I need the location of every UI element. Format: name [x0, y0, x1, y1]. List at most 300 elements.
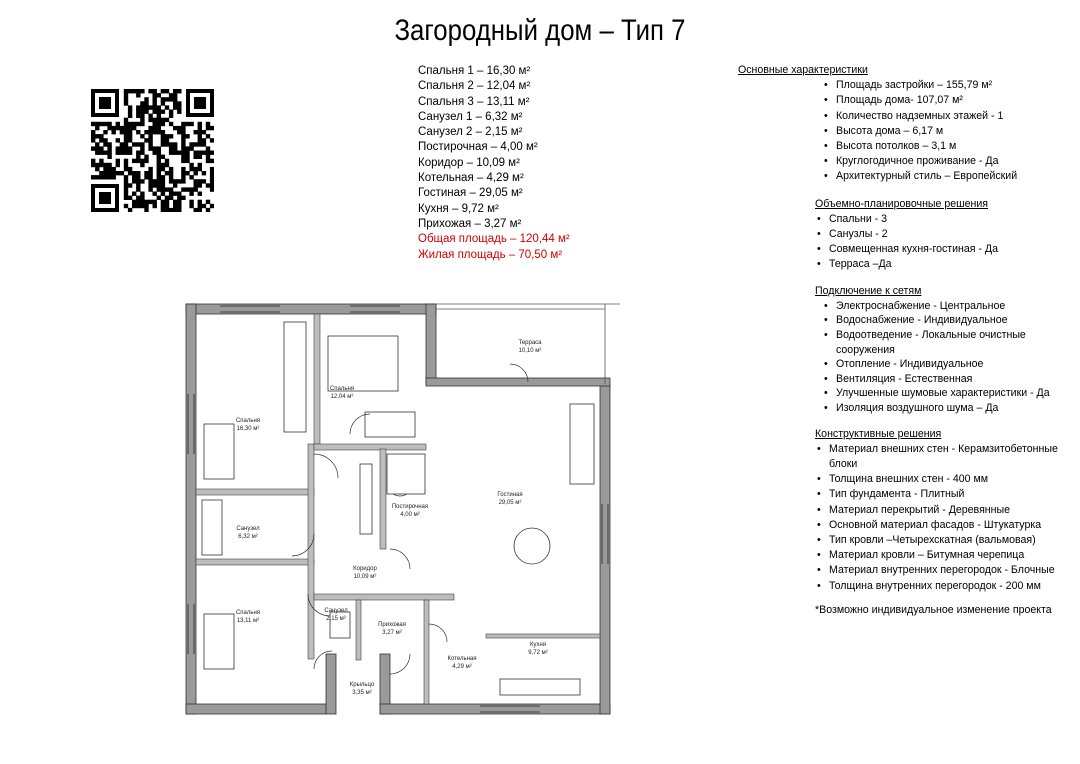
- qr-module: [153, 183, 157, 187]
- spec-item: • Количество надземных этажей - 1: [836, 109, 1073, 124]
- qr-module: [107, 175, 111, 179]
- qr-module: [103, 142, 107, 146]
- qr-module: [107, 171, 111, 175]
- qr-module: [157, 187, 161, 191]
- qr-module: [99, 146, 103, 150]
- qr-module: [153, 192, 157, 196]
- qr-module: [120, 146, 124, 150]
- qr-module: [136, 105, 140, 109]
- qr-module: [128, 114, 132, 118]
- qr-module: [169, 97, 173, 101]
- qr-module: [103, 151, 107, 155]
- qr-module: [148, 130, 152, 134]
- qr-module: [206, 134, 210, 138]
- qr-module: [161, 208, 165, 212]
- qr-module: [140, 134, 144, 138]
- spec-item: • Электроснабжение - Центральное: [836, 299, 1073, 314]
- qr-module: [136, 171, 140, 175]
- construction-section: [738, 427, 1073, 594]
- qr-module: [140, 122, 144, 126]
- qr-module: [185, 187, 189, 191]
- qr-module: [198, 138, 202, 142]
- qr-module: [103, 175, 107, 179]
- qr-module: [194, 151, 198, 155]
- qr-module: [95, 151, 99, 155]
- qr-module: [161, 130, 165, 134]
- qr-module: [181, 138, 185, 142]
- spec-item: • Высота потолков – 3,1 м: [836, 139, 1073, 154]
- qr-module: [91, 159, 95, 163]
- qr-module: [136, 179, 140, 183]
- qr-module: [165, 97, 169, 101]
- qr-module: [124, 192, 128, 196]
- qr-module: [169, 187, 173, 191]
- qr-module: [112, 171, 116, 175]
- qr-module: [136, 155, 140, 159]
- qr-module: [132, 126, 136, 130]
- qr-module: [185, 122, 189, 126]
- plan-label-corridor-area: 10,09 м²: [353, 574, 377, 580]
- qr-module: [132, 204, 136, 208]
- qr-module: [165, 134, 169, 138]
- qr-module: [148, 179, 152, 183]
- qr-module: [157, 110, 161, 114]
- qr-module: [169, 142, 173, 146]
- qr-module: [169, 151, 173, 155]
- qr-module: [136, 89, 140, 93]
- spec-item: • Высота дома – 6,17 м: [836, 124, 1073, 139]
- room-item: Постирочная – 4,00 м²: [418, 141, 538, 154]
- qr-module: [161, 155, 165, 159]
- qr-module: [99, 134, 103, 138]
- qr-module: [99, 151, 103, 155]
- qr-module: [116, 146, 120, 150]
- plan-label-bath2-area: 2,15 м²: [326, 616, 346, 622]
- qr-module: [128, 134, 132, 138]
- qr-module: [198, 134, 202, 138]
- qr-module: [148, 146, 152, 150]
- qr-module: [198, 167, 202, 171]
- qr-module: [177, 204, 181, 208]
- qr-module: [157, 105, 161, 109]
- qr-module: [144, 204, 148, 208]
- qr-module: [206, 200, 210, 204]
- qr-module: [181, 167, 185, 171]
- qr-module: [144, 138, 148, 142]
- total-area: Общая площадь – 120,44 м²: [418, 233, 570, 246]
- qr-module: [116, 163, 120, 167]
- spec-item: • Материал внешних стен - Керамзитобетонные блоки: [829, 442, 1073, 472]
- qr-module: [99, 122, 103, 126]
- spec-item: • Терраса –Да: [829, 257, 1073, 272]
- qr-module: [148, 183, 152, 187]
- qr-module: [161, 200, 165, 204]
- plan-label-porch-area: 3,35 м²: [352, 690, 372, 696]
- qr-module: [148, 89, 152, 93]
- qr-module: [202, 130, 206, 134]
- qr-module: [210, 204, 214, 208]
- qr-module: [181, 196, 185, 200]
- qr-module: [165, 118, 169, 122]
- qr-module: [157, 167, 161, 171]
- qr-module: [169, 110, 173, 114]
- qr-module: [157, 171, 161, 175]
- qr-module: [128, 146, 132, 150]
- qr-module: [210, 167, 214, 171]
- qr-module: [153, 105, 157, 109]
- qr-module: [124, 138, 128, 142]
- qr-module: [144, 208, 148, 212]
- qr-module: [181, 179, 185, 183]
- qr-module: [173, 146, 177, 150]
- qr-code[interactable]: [91, 89, 214, 212]
- living-area: Жилая площадь – 70,50 м²: [418, 248, 563, 261]
- qr-module: [185, 155, 189, 159]
- qr-module: [194, 208, 198, 212]
- spec-item: • Изоляция воздушного шума – Да: [836, 401, 1073, 416]
- qr-module: [169, 134, 173, 138]
- qr-module: [120, 142, 124, 146]
- qr-module: [132, 122, 136, 126]
- spec-item: • Тип кровли –Четырехскатная (вальмовая): [829, 533, 1073, 548]
- qr-module: [189, 175, 193, 179]
- qr-module: [124, 93, 128, 97]
- qr-module: [189, 142, 193, 146]
- qr-module: [173, 204, 177, 208]
- qr-module: [136, 200, 140, 204]
- qr-module: [95, 122, 99, 126]
- qr-module: [107, 142, 111, 146]
- floor-plan: [180, 294, 625, 720]
- qr-module: [206, 183, 210, 187]
- qr-module: [189, 167, 193, 171]
- qr-module: [148, 187, 152, 191]
- qr-module: [99, 138, 103, 142]
- utilities-section: [738, 284, 1073, 416]
- qr-module: [124, 130, 128, 134]
- qr-module: [144, 105, 148, 109]
- spec-item: • Водоснабжение - Индивидуальное: [836, 313, 1073, 328]
- qr-module: [210, 126, 214, 130]
- qr-module: [99, 171, 103, 175]
- spec-item: • Совмещенная кухня-гостиная - Да: [829, 242, 1073, 257]
- qr-module: [107, 167, 111, 171]
- qr-module: [157, 146, 161, 150]
- qr-module: [206, 208, 210, 212]
- qr-module: [173, 97, 177, 101]
- qr-module: [157, 159, 161, 163]
- qr-module: [173, 126, 177, 130]
- qr-module: [177, 208, 181, 212]
- qr-module: [210, 175, 214, 179]
- qr-module: [165, 196, 169, 200]
- qr-module: [95, 126, 99, 130]
- qr-module: [173, 142, 177, 146]
- qr-module: [128, 126, 132, 130]
- qr-module: [202, 142, 206, 146]
- qr-module: [157, 179, 161, 183]
- qr-module: [161, 175, 165, 179]
- qr-module: [116, 138, 120, 142]
- qr-module: [169, 192, 173, 196]
- spec-item: • Материал внутренних перегородок - Блочные: [829, 563, 1073, 578]
- qr-module: [198, 204, 202, 208]
- qr-module: [157, 114, 161, 118]
- qr-module: [169, 171, 173, 175]
- qr-module: [132, 89, 136, 93]
- qr-module: [165, 163, 169, 167]
- qr-module: [198, 179, 202, 183]
- qr-module: [165, 138, 169, 142]
- qr-module: [99, 163, 103, 167]
- room-item: Прихожая – 3,27 м²: [418, 217, 522, 230]
- qr-module: [140, 159, 144, 163]
- qr-module: [153, 118, 157, 122]
- qr-module: [157, 118, 161, 122]
- qr-module: [169, 167, 173, 171]
- qr-module: [140, 204, 144, 208]
- qr-module: [144, 171, 148, 175]
- qr-module: [132, 179, 136, 183]
- qr-module: [95, 175, 99, 179]
- qr-module: [161, 89, 165, 93]
- qr-module: [95, 142, 99, 146]
- qr-module: [124, 118, 128, 122]
- qr-module: [124, 126, 128, 130]
- qr-module: [148, 175, 152, 179]
- qr-module: [173, 89, 177, 93]
- qr-module: [189, 192, 193, 196]
- qr-module: [140, 179, 144, 183]
- qr-module: [181, 159, 185, 163]
- qr-module: [161, 138, 165, 142]
- qr-module: [153, 146, 157, 150]
- spec-item: • Круглогодичное проживание - Да: [836, 154, 1073, 169]
- qr-module: [153, 101, 157, 105]
- qr-module: [99, 159, 103, 163]
- qr-module: [140, 114, 144, 118]
- qr-module: [136, 159, 140, 163]
- spec-item: • Вентиляция - Естественная: [836, 372, 1073, 387]
- qr-module: [124, 183, 128, 187]
- qr-module: [206, 146, 210, 150]
- spec-item: • Спальни - 3: [829, 212, 1073, 227]
- qr-module: [144, 175, 148, 179]
- qr-module: [132, 175, 136, 179]
- qr-module: [124, 142, 128, 146]
- qr-module: [153, 89, 157, 93]
- qr-module: [144, 200, 148, 204]
- qr-module: [124, 187, 128, 191]
- qr-module: [95, 146, 99, 150]
- qr-module: [198, 122, 202, 126]
- qr-module: [185, 159, 189, 163]
- qr-module: [116, 126, 120, 130]
- qr-module: [177, 196, 181, 200]
- qr-module: [173, 208, 177, 212]
- qr-module: [91, 130, 95, 134]
- qr-module: [120, 171, 124, 175]
- plan-label-corridor: Коридор: [353, 566, 377, 572]
- qr-module: [112, 167, 116, 171]
- qr-module: [177, 105, 181, 109]
- qr-module: [173, 192, 177, 196]
- qr-module: [112, 126, 116, 130]
- qr-module: [153, 93, 157, 97]
- qr-module: [161, 110, 165, 114]
- qr-module: [107, 146, 111, 150]
- qr-module: [148, 118, 152, 122]
- qr-module: [91, 163, 95, 167]
- qr-module: [91, 138, 95, 142]
- qr-module: [161, 183, 165, 187]
- qr-module: [124, 159, 128, 163]
- qr-module: [169, 93, 173, 97]
- qr-module: [136, 175, 140, 179]
- qr-module: [202, 171, 206, 175]
- spec-item: • Материал кровли – Битумная черепица: [829, 548, 1073, 563]
- plan-label-living: Гостиная: [497, 492, 523, 498]
- qr-module: [177, 101, 181, 105]
- qr-module: [153, 126, 157, 130]
- qr-module: [103, 138, 107, 142]
- plan-label-bedroom2-area: 12,04 м²: [330, 394, 354, 400]
- qr-module: [95, 134, 99, 138]
- qr-module: [177, 130, 181, 134]
- qr-module: [124, 163, 128, 167]
- qr-module: [169, 146, 173, 150]
- qr-module: [198, 200, 202, 204]
- qr-module: [206, 126, 210, 130]
- plan-label-bath2: Санузел: [324, 608, 348, 614]
- qr-module: [181, 126, 185, 130]
- utilities-heading: Подключение к сетям: [815, 284, 922, 297]
- spec-item: • Материал перекрытий - Деревянные: [829, 503, 1073, 518]
- qr-module: [132, 171, 136, 175]
- plan-label-laundry-area: 4,00 м²: [400, 512, 420, 518]
- qr-module: [153, 110, 157, 114]
- qr-module: [144, 97, 148, 101]
- plan-label-bedroom1: Спальня: [235, 418, 261, 424]
- qr-module: [198, 126, 202, 130]
- qr-module: [210, 187, 214, 191]
- plan-label-living-area: 29,05 м²: [498, 500, 522, 506]
- qr-module: [161, 122, 165, 126]
- qr-module: [157, 126, 161, 130]
- qr-module: [202, 204, 206, 208]
- qr-module: [153, 122, 157, 126]
- qr-module: [165, 171, 169, 175]
- qr-module: [153, 179, 157, 183]
- qr-module: [198, 163, 202, 167]
- qr-module: [177, 110, 181, 114]
- plan-label-kitchen-area: 9,72 м²: [528, 650, 548, 656]
- planning-heading: Объемно-планировочные решения: [815, 197, 989, 210]
- qr-module: [136, 196, 140, 200]
- qr-module: [194, 130, 198, 134]
- qr-module: [112, 130, 116, 134]
- qr-module: [116, 151, 120, 155]
- plan-label-bath1: Санузел: [236, 526, 260, 532]
- qr-module: [189, 163, 193, 167]
- qr-module: [173, 183, 177, 187]
- plan-label-porch: Крыльцо: [349, 682, 375, 688]
- qr-module: [161, 134, 165, 138]
- qr-module: [198, 130, 202, 134]
- qr-module: [206, 155, 210, 159]
- qr-module: [210, 138, 214, 142]
- qr-module: [173, 105, 177, 109]
- qr-module: [140, 196, 144, 200]
- project-note: *Возможно индивидуальное изменение проекта: [815, 603, 1052, 616]
- qr-module: [99, 175, 103, 179]
- qr-module: [124, 97, 128, 101]
- qr-module: [185, 151, 189, 155]
- plan-label-boiler-area: 4,29 м²: [452, 664, 472, 670]
- qr-module: [140, 101, 144, 105]
- qr-module: [169, 175, 173, 179]
- qr-module: [157, 196, 161, 200]
- plan-label-terrace: Терраса: [518, 340, 542, 346]
- qr-module: [103, 122, 107, 126]
- qr-module: [181, 122, 185, 126]
- qr-module: [116, 159, 120, 163]
- qr-module: [189, 187, 193, 191]
- qr-module: [161, 163, 165, 167]
- qr-module: [128, 171, 132, 175]
- qr-module: [202, 151, 206, 155]
- qr-module: [198, 151, 202, 155]
- qr-module: [148, 200, 152, 204]
- spec-item: • Толщина внешних стен - 400 мм: [829, 472, 1073, 487]
- qr-module: [210, 183, 214, 187]
- qr-module: [124, 122, 128, 126]
- qr-module: [206, 151, 210, 155]
- qr-module: [181, 155, 185, 159]
- qr-module: [124, 167, 128, 171]
- qr-module: [210, 171, 214, 175]
- qr-module: [165, 159, 169, 163]
- qr-module: [173, 151, 177, 155]
- room-item: Санузел 1 – 6,32 м²: [418, 110, 523, 123]
- qr-module: [128, 183, 132, 187]
- qr-module: [173, 179, 177, 183]
- qr-module: [140, 142, 144, 146]
- qr-module: [165, 187, 169, 191]
- qr-module: [194, 187, 198, 191]
- qr-module: [194, 179, 198, 183]
- qr-module: [153, 151, 157, 155]
- qr-module: [169, 208, 173, 212]
- qr-module: [157, 130, 161, 134]
- qr-module: [140, 105, 144, 109]
- qr-module: [153, 200, 157, 204]
- qr-module: [148, 114, 152, 118]
- qr-module: [161, 118, 165, 122]
- qr-module: [91, 175, 95, 179]
- qr-module: [194, 155, 198, 159]
- qr-module: [153, 204, 157, 208]
- qr-module: [210, 179, 214, 183]
- qr-module: [177, 151, 181, 155]
- plan-label-bedroom3-area: 13,11 м²: [236, 618, 260, 624]
- room-item: Котельная – 4,29 м²: [418, 172, 524, 185]
- qr-module: [177, 89, 181, 93]
- qr-module: [177, 192, 181, 196]
- doors: [292, 364, 528, 674]
- plan-label-kitchen: Кухня: [529, 642, 547, 648]
- qr-module: [128, 105, 132, 109]
